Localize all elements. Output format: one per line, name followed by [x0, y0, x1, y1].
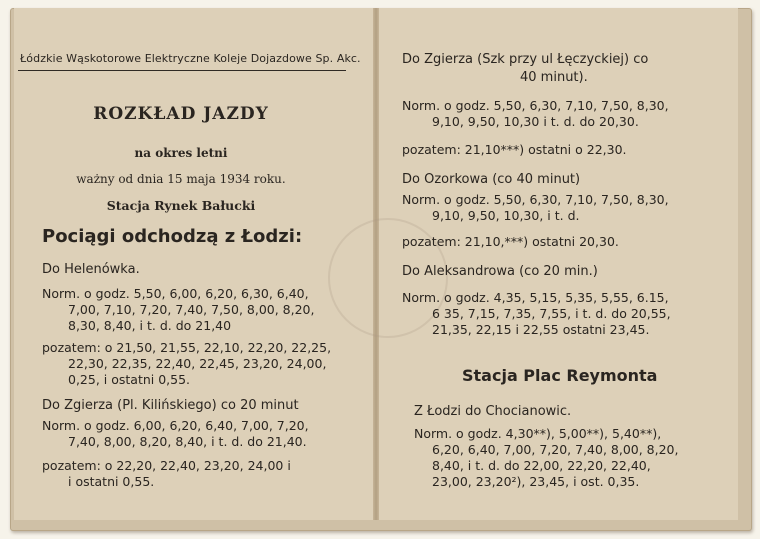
route-line: Norm. o godz. 4,30**), 5,00**), 5,40**),: [414, 426, 662, 441]
route-line: 21,35, 22,15 i 22,55 ostatni 23,45.: [432, 322, 650, 337]
route-line: 6 35, 7,15, 7,35, 7,55, i t. d. do 20,55,: [432, 306, 671, 321]
station-name: Stacja Rynek Bałucki: [106, 198, 256, 213]
route-line: 7,40, 8,00, 8,20, 8,40, i t. d. do 21,40.: [68, 434, 307, 449]
section-heading: Pociągi odchodzą z Łodzi:: [42, 226, 303, 247]
header-rule: [18, 70, 346, 71]
company-name: Łódzkie Wąskotorowe Elektryczne Koleje Dojazdowe Sp. Akc.: [20, 52, 361, 65]
route-line: Norm. o godz. 5,50, 6,30, 7,10, 7,50, 8,30,: [402, 98, 669, 113]
route-line: 8,30, 8,40, i t. d. do 21,40: [68, 318, 232, 333]
route-heading: Z Łodzi do Chocianowic.: [414, 404, 572, 419]
route-line: 9,10, 9,50, 10,30 i t. d. do 20,30.: [432, 114, 639, 129]
route-line: 8,40, i t. d. do 22,00, 22,20, 22,40,: [432, 458, 651, 473]
timetable-title: ROZKŁAD JAZDY: [93, 104, 269, 124]
route-heading: 40 minut).: [520, 70, 588, 85]
route-line: 22,30, 22,35, 22,40, 22,45, 23,20, 24,00,: [68, 356, 327, 371]
route-line: pozatem: o 22,20, 22,40, 23,20, 24,00 i: [42, 458, 291, 473]
route-line: Norm. o godz. 6,00, 6,20, 6,40, 7,00, 7,20,: [42, 418, 309, 433]
season-subtitle: na okres letni: [134, 146, 228, 160]
route-line: i ostatni 0,55.: [68, 474, 155, 489]
route-heading: Do Helenówka.: [42, 262, 140, 277]
route-line: 23,00, 23,20²), 23,45, i ost. 0,35.: [432, 474, 640, 489]
route-line: 7,00, 7,10, 7,20, 7,40, 7,50, 8,00, 8,20,: [68, 302, 315, 317]
route-heading: Do Aleksandrowa (co 20 min.): [402, 264, 598, 279]
station-name: Stacja Plac Reymonta: [462, 366, 658, 385]
route-line: 9,10, 9,50, 10,30, i t. d.: [432, 208, 580, 223]
route-heading: Do Zgierza (Szk przy ul Łęczyckiej) co: [402, 52, 649, 67]
route-line: pozatem: o 21,50, 21,55, 22,10, 22,20, 22,25,: [42, 340, 332, 355]
route-line: Norm. o godz. 5,50, 6,00, 6,20, 6,30, 6,40,: [42, 286, 309, 301]
route-line: Norm. o godz. 4,35, 5,15, 5,35, 5,55, 6.15,: [402, 290, 669, 305]
route-line: pozatem: 21,10***) ostatni o 22,30.: [402, 142, 627, 157]
valid-from: ważny od dnia 15 maja 1934 roku.: [76, 172, 286, 186]
route-heading: Do Zgierza (Pl. Kilińskiego) co 20 minut: [42, 398, 299, 413]
route-heading: Do Ozorkowa (co 40 minut): [402, 172, 581, 187]
route-line: Norm. o godz. 5,50, 6,30, 7,10, 7,50, 8,30,: [402, 192, 669, 207]
route-line: 6,20, 6,40, 7,00, 7,20, 7,40, 8,00, 8,20,: [432, 442, 679, 457]
route-line: 0,25, i ostatni 0,55.: [68, 372, 191, 387]
route-line: pozatem: 21,10,***) ostatni 20,30.: [402, 234, 619, 249]
